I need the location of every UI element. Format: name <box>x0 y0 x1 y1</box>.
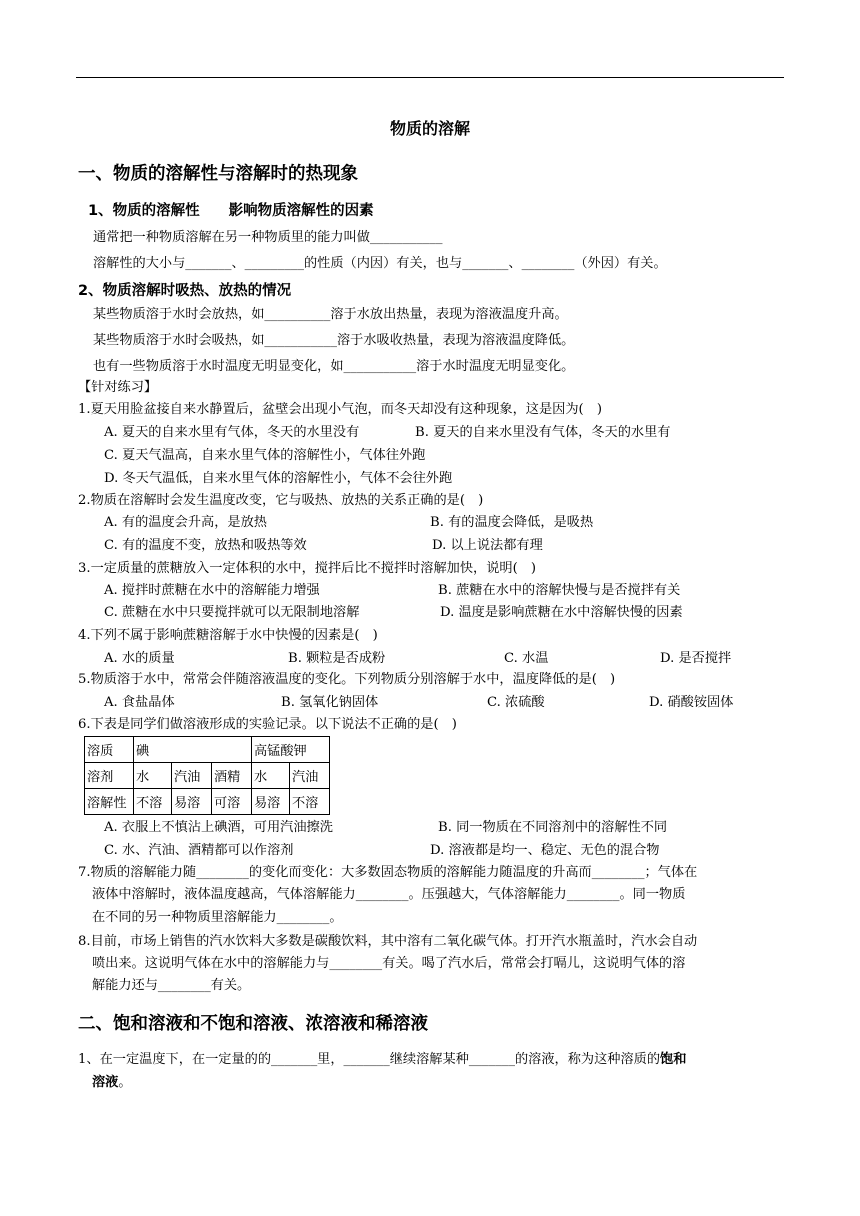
table-cell: 酒精 <box>212 763 252 789</box>
bold-term: 饱和 <box>660 1052 687 1067</box>
option-c: C. 水、汽油、酒精都可以作溶剂 <box>104 843 294 858</box>
option-d: D. 以上说法都有理 <box>432 538 543 553</box>
text-span: 。 <box>118 1075 132 1090</box>
subheading-heat: 2、物质溶解时吸热、放热的情况 <box>78 283 292 299</box>
question-stem: 6.下表是同学们做溶液形成的实验记录。以下说法不正确的是( ) <box>78 717 457 732</box>
option-a: A. 衣服上不慎沾上碘酒，可用汽油擦洗 <box>104 820 333 835</box>
table-cell: 溶剂 <box>85 763 134 789</box>
table-cell: 碘 <box>134 737 252 763</box>
option-b: B. 颗粒是否成粉 <box>288 651 386 666</box>
option-b: B. 蔗糖在水中的溶解快慢与是否搅拌有关 <box>438 583 681 598</box>
question-text: 喷出来。这说明气体在水中的溶解能力与________有关。喝了汽水后，常常会打嗝儿，这说明气体的溶 <box>92 956 686 971</box>
question-text: 8.目前，市场上销售的汽水饮料大多数是碳酸饮料，其中溶有二氧化碳气体。打开汽水瓶盖时，汽水会自动 <box>78 934 698 949</box>
table-row <box>85 763 330 789</box>
option-b: B. 夏天的自来水里没有气体，冬天的水里有 <box>415 425 671 440</box>
text-line: 溶解性的大小与_______、_________的性质（内因）有关，也与_______、________（外因）有关。 <box>93 256 667 271</box>
section-heading-1: 一、物质的溶解性与溶解时的热现象 <box>78 164 358 184</box>
text-line <box>92 1074 132 1092</box>
option-a: A. 有的温度会升高，是放热 <box>104 515 267 530</box>
question-text: 在不同的另一种物质里溶解能力________。 <box>92 910 343 925</box>
table-cell: 不溶 <box>134 789 172 815</box>
option-d: D. 温度是影响蔗糖在水中溶解快慢的因素 <box>440 605 683 620</box>
question-text: 7.物质的溶解能力随________的变化而变化：大多数固态物质的溶解能力随温度的升高而________；气体在 <box>78 865 698 880</box>
table-cell: 溶解性 <box>85 789 134 815</box>
text-line: 某些物质溶于水时会吸热，如___________溶于水吸收热量，表现为溶液温度降低。 <box>93 333 575 348</box>
experiment-table <box>84 736 330 815</box>
table-cell: 溶质 <box>85 737 134 763</box>
text-span: 1、在一定温度下，在一定量的的_______里，_______继续溶解某种_______的溶液，称为这种溶质的 <box>78 1052 661 1067</box>
practice-label: 【针对练习】 <box>78 380 158 395</box>
question-stem: 1.夏天用脸盆接自来水静置后，盆壁会出现小气泡，而冬天却没有这种现象，这是因为( ) <box>78 402 602 417</box>
text-line: 也有一些物质溶于水时温度无明显变化，如___________溶于水时温度无明显变化。 <box>93 359 575 374</box>
option-b: B. 有的温度会降低，是吸热 <box>430 515 594 530</box>
option-d: D. 冬天气温低，自来水里气体的溶解性小，气体不会往外跑 <box>104 471 453 486</box>
option-a: A. 夏天的自来水里有气体，冬天的水里没有 <box>104 425 360 440</box>
option-a: A. 水的质量 <box>104 651 175 666</box>
table-cell: 易溶 <box>172 789 212 815</box>
option-c: C. 浓硫酸 <box>487 695 545 710</box>
text-line: 某些物质溶于水时会放热，如__________溶于水放出热量，表现为溶液温度升高。 <box>93 307 568 322</box>
option-c: C. 水温 <box>504 651 549 666</box>
table-cell: 易溶 <box>252 789 290 815</box>
table-cell: 水 <box>252 763 290 789</box>
question-text: 液体中溶解时，液体温度越高，气体溶解能力________。压强越大，气体溶解能力________。同一物质 <box>92 887 686 902</box>
option-d: D. 硝酸铵固体 <box>649 695 734 710</box>
question-stem: 3.一定质量的蔗糖放入一定体积的水中，搅拌后比不搅拌时溶解加快，说明( ) <box>78 561 537 576</box>
subheading-solubility: 1、物质的溶解性 影响物质溶解性的因素 <box>88 203 374 219</box>
question-stem: 5.物质溶于水中，常常会伴随溶液温度的变化。下列物质分别溶解于水中，温度降低的是( ) <box>78 672 616 687</box>
option-d: D. 溶液都是均一、稳定、无色的混合物 <box>430 843 660 858</box>
table-row <box>85 789 330 815</box>
page-title: 物质的溶解 <box>389 119 470 138</box>
text-line: 通常把一种物质溶解在另一种物质里的能力叫做___________ <box>93 230 443 245</box>
option-c: C. 蔗糖在水中只要搅拌就可以无限制地溶解 <box>104 605 360 620</box>
table-cell: 汽油 <box>172 763 212 789</box>
table-cell: 不溶 <box>290 789 330 815</box>
option-b: B. 同一物质在不同溶剂中的溶解性不同 <box>438 820 668 835</box>
option-d: D. 是否搅拌 <box>660 651 732 666</box>
option-b: B. 氢氧化钠固体 <box>281 695 379 710</box>
table-cell: 汽油 <box>290 763 330 789</box>
bold-term: 溶液 <box>92 1075 119 1090</box>
option-c: C. 有的温度不变，放热和吸热等效 <box>104 538 307 553</box>
question-stem: 2.物质在溶解时会发生温度改变，它与吸热、放热的关系正确的是( ) <box>78 493 484 508</box>
option-c: C. 夏天气温高，自来水里气体的溶解性小，气体往外跑 <box>104 448 426 463</box>
question-stem: 4.下列不属于影响蔗糖溶解于水中快慢的因素是( ) <box>78 628 378 643</box>
table-cell: 可溶 <box>212 789 252 815</box>
section-heading-2: 二、饱和溶液和不饱和溶液、浓溶液和稀溶液 <box>78 1014 428 1034</box>
header-rule <box>76 77 784 78</box>
table-cell: 高锰酸钾 <box>252 737 330 763</box>
question-text: 解能力还与________有关。 <box>92 978 251 993</box>
option-a: A. 搅拌时蔗糖在水中的溶解能力增强 <box>104 583 320 598</box>
option-a: A. 食盐晶体 <box>104 695 175 710</box>
table-cell: 水 <box>134 763 172 789</box>
table-row <box>85 737 330 763</box>
text-line <box>78 1051 686 1069</box>
